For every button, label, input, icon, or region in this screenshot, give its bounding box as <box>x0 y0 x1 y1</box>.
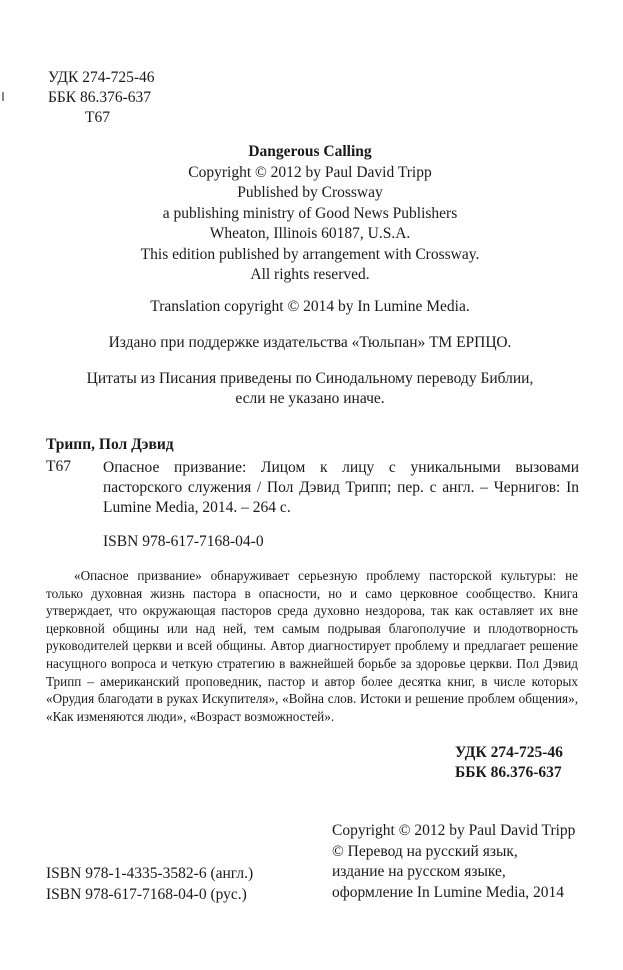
record-isbn: ISBN 978-617-7168-04-0 <box>103 533 264 550</box>
publisher-line: Published by Crossway <box>237 184 383 201</box>
record-description: Опасное призвание: Лицом к лицу с уникальными вызовами пасторского служения / Пол Дэвид Трипп; пер. с англ. – Чернигов: In Lumine Media, 2014. – 264 с. <box>103 459 579 516</box>
bottom-translation-line: © Перевод на русский язык, <box>332 842 518 860</box>
bottom-edition-line: издание на русском языке, <box>332 863 506 880</box>
udk-code: УДК 274-725-46 <box>48 69 155 86</box>
bbk-code: ББК 86.376-637 <box>48 89 152 106</box>
publisher-ministry-line: a publishing ministry of Good News Publishers <box>162 204 458 222</box>
annotation-paragraph: «Опасное призвание» обнаруживает серьезную проблему пасторской культуры: не только духовная жизнь пастора в опасности, но и само церковное сообщество. Книга утверждает, что окружающая пасторов среда духовно нездорова, так как оставляет их вне церковной общины или над ней, тем самым подрывая благополучие и плодотворность руководителей церкви и всей общины. Автор диагностирует проблему и предлагает решение насущного вопроса и четкую стратегию в важнейшей борьбе за здоровье церкви. Пол Дэвид Трипп – американский проповедник, пастор и автор более десятка книг, в числе которых «Орудия благодати в руках Искупителя», «Война слов. Истоки и решение проблем общения», «Как изменяются люди», «Возраст возможностей». <box>46 568 578 724</box>
udk-code-bold: УДК 274-725-46 <box>455 744 563 761</box>
edition-line: This edition published by arrangement with Crossway. <box>140 245 480 263</box>
author-mark: Т67 <box>85 109 110 126</box>
bbk-code-bold: ББК 86.376-637 <box>455 764 562 781</box>
bottom-copyright-line: Copyright © 2012 by Paul David Tripp <box>332 822 576 839</box>
rights-line: All rights reserved. <box>250 266 370 283</box>
isbn-russian: ISBN 978-617-7168-04-0 (рус.) <box>46 886 247 903</box>
scripture-notice-line-2: если не указано иначе. <box>235 390 385 407</box>
scan-artifact <box>2 92 4 101</box>
isbn-english: ISBN 978-1-4335-3582-6 (англ.) <box>46 865 254 882</box>
record-author: Трипп, Пол Дэвид <box>46 436 174 453</box>
support-notice: Издано при поддержке издательства «Тюльпан» ТМ ЕРПЦО. <box>108 334 512 351</box>
translation-copyright: Translation copyright © 2014 by In Lumine Media. <box>150 298 470 315</box>
copyright-block <box>40 142 580 286</box>
bottom-design-line: оформление In Lumine Media, 2014 <box>332 883 565 901</box>
record-code: Т67 <box>46 458 71 475</box>
scripture-notice-line-1: Цитаты из Писания приведены по Синодальному переводу Библии, <box>86 370 534 387</box>
publisher-address-line: Wheaton, Illinois 60187, U.S.A. <box>209 225 411 242</box>
copyright-line: Copyright © 2012 by Paul David Tripp <box>188 163 432 181</box>
bottom-copyright-block <box>332 821 592 903</box>
isbn-block <box>46 863 253 905</box>
book-title: Dangerous Calling <box>248 143 372 160</box>
